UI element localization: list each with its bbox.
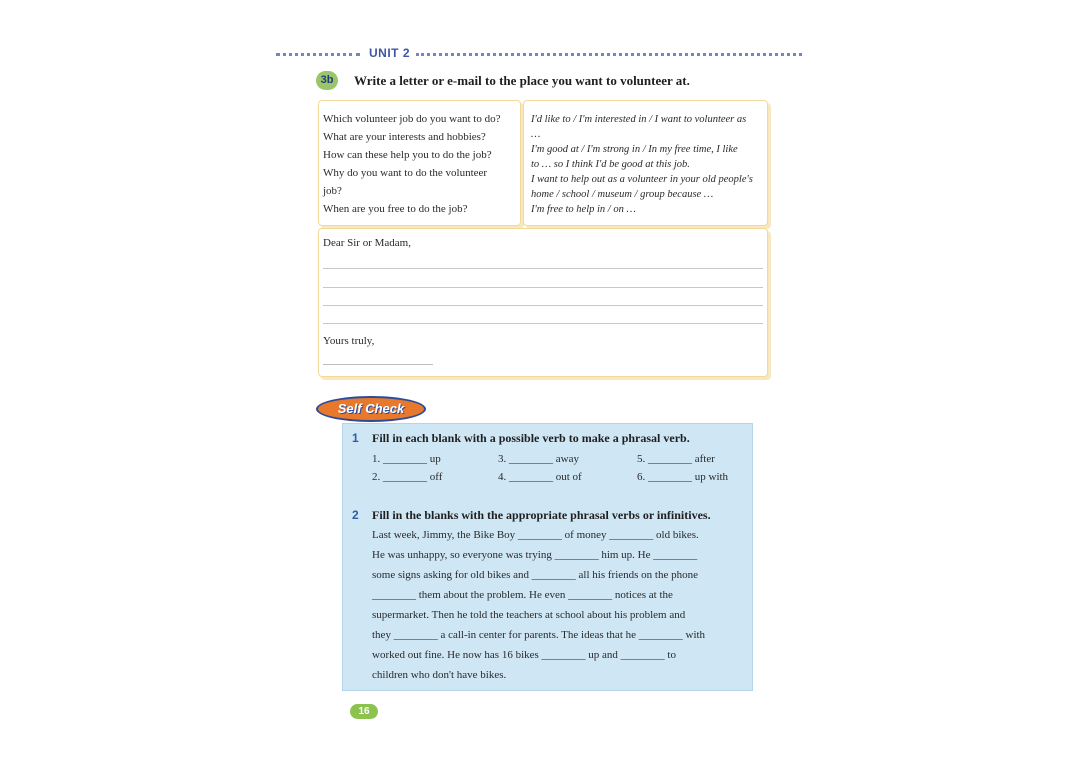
exercise-2-line[interactable]: Last week, Jimmy, the Bike Boy ________ of money ________ old bikes. <box>372 529 699 541</box>
writing-line[interactable] <box>323 287 763 288</box>
unit-label: UNIT 2 <box>369 46 411 60</box>
exercise-2-title: Fill in the blanks with the appropriate phrasal verbs or infinitives. <box>372 508 711 522</box>
exercise-1-number: 1 <box>352 431 359 445</box>
question-2: What are your interests and hobbies? <box>323 131 486 143</box>
signature-line[interactable] <box>323 364 433 365</box>
phrase-3-cont: home / school / museum / group because … <box>531 189 714 200</box>
question-5: When are you free to do the job? <box>323 203 468 215</box>
section-badge-3b: 3b <box>316 71 338 90</box>
exercise-2-line[interactable]: worked out fine. He now has 16 bikes ________ up and ________ to <box>372 649 676 661</box>
section-heading: Write a letter or e-mail to the place you want to volunteer at. <box>354 73 690 88</box>
writing-line[interactable] <box>323 268 763 269</box>
header-dots-left <box>276 53 360 56</box>
question-3: How can these help you to do the job? <box>323 149 492 161</box>
exercise-2-number: 2 <box>352 508 359 522</box>
exercise-1-item[interactable]: 4. ________ out of <box>498 471 582 483</box>
letter-greeting: Dear Sir or Madam, <box>323 237 411 249</box>
phrase-1-cont: … <box>531 129 541 140</box>
writing-line[interactable] <box>323 323 763 324</box>
page-number: 16 <box>350 704 378 719</box>
question-4-cont: job? <box>323 185 342 197</box>
self-check-tag: Self Check <box>316 396 426 422</box>
exercise-2-line[interactable]: supermarket. Then he told the teachers at school about his problem and <box>372 609 686 621</box>
exercise-1-item[interactable]: 3. ________ away <box>498 453 579 465</box>
exercise-2-line[interactable]: some signs asking for old bikes and ________ all his friends on the phone <box>372 569 698 581</box>
exercise-2-line[interactable]: they ________ a call-in center for parents. The ideas that he ________ with <box>372 629 706 641</box>
writing-line[interactable] <box>323 305 763 306</box>
phrase-1: I'd like to / I'm interested in / I want to volunteer as <box>531 114 747 125</box>
question-1: Which volunteer job do you want to do? <box>323 113 501 125</box>
phrase-4: I'm free to help in / on … <box>531 204 636 215</box>
exercise-1-item[interactable]: 2. ________ off <box>372 471 443 483</box>
exercise-2-line[interactable]: ________ them about the problem. He even ________ notices at the <box>372 589 673 601</box>
exercise-1-title: Fill in each blank with a possible verb to make a phrasal verb. <box>372 431 690 445</box>
phrase-2-cont: to … so I think I'd be good at this job. <box>531 159 690 170</box>
exercise-1-item[interactable]: 1. ________ up <box>372 453 441 465</box>
exercise-1-item[interactable]: 5. ________ after <box>637 453 715 465</box>
question-4: Why do you want to do the volunteer <box>323 167 488 179</box>
exercise-2-line[interactable]: children who don't have bikes. <box>372 669 507 681</box>
phrase-3: I want to help out as a volunteer in your old people's <box>531 174 753 185</box>
phrase-2: I'm good at / I'm strong in / In my free time, I like <box>531 144 738 155</box>
letter-closing: Yours truly, <box>323 335 375 347</box>
exercise-2-line[interactable]: He was unhappy, so everyone was trying ________ him up. He ________ <box>372 549 698 561</box>
exercise-1-item[interactable]: 6. ________ up with <box>637 471 729 483</box>
header-dots-right <box>416 53 802 56</box>
